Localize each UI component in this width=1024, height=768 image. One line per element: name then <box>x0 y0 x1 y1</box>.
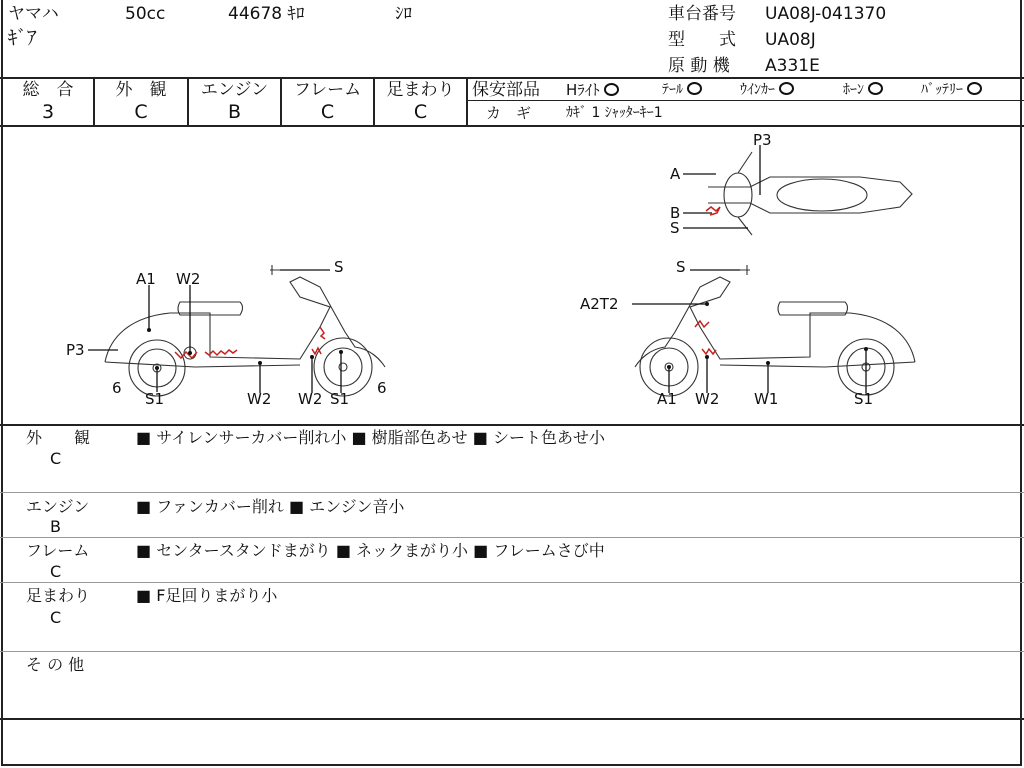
divider <box>0 492 1024 493</box>
ok-mark-icon <box>604 83 619 96</box>
diag-label: S1 <box>854 390 874 408</box>
ok-mark-icon <box>967 82 982 95</box>
divider <box>0 537 1024 538</box>
diag-label: W2 <box>298 390 323 408</box>
type-value: UA08J <box>765 30 816 50</box>
engine-section-grade: B <box>50 517 61 536</box>
displacement: 50cc <box>125 4 166 24</box>
exterior-label: 外 観 <box>115 80 167 100</box>
engine-grade: B <box>227 101 242 123</box>
scooter-left-view <box>66 258 387 408</box>
overall-grade: 3 <box>41 101 55 123</box>
color: ｼﾛ <box>395 4 412 24</box>
exterior-section-label: 外 観 <box>26 428 91 447</box>
maker: ヤマハ <box>8 4 59 24</box>
diag-label: S <box>670 219 680 237</box>
suspension-grade-label: 足まわり <box>386 80 455 100</box>
engine-label: 原 動 機 <box>668 56 730 76</box>
safety-item-tail: ﾃｰﾙ <box>662 80 702 100</box>
suspension-grade: C <box>413 101 428 123</box>
diag-label: S1 <box>330 390 350 408</box>
frame-comment: ■ センタースタンドまがり ■ ネックまがり小 ■ フレームさび中 <box>136 541 605 560</box>
divider <box>0 582 1024 583</box>
model-name: ｷﾞｱ <box>8 27 37 49</box>
frame-no: UA08J-041370 <box>765 4 887 24</box>
frame-no-label: 車台番号 <box>668 4 736 24</box>
diag-label: P3 <box>753 131 772 149</box>
scooter-top-view <box>670 131 912 237</box>
ok-mark-icon <box>868 82 883 95</box>
suspension-comment: ■ F足回りまがり小 <box>136 586 278 605</box>
diag-label: W2 <box>695 390 720 408</box>
safety-item-winker: ｳｲﾝｶｰ <box>740 80 794 100</box>
diag-label: 6 <box>377 379 387 397</box>
suspension-section-label: 足まわり <box>26 586 91 605</box>
diag-label: B <box>670 204 681 222</box>
divider <box>466 77 468 127</box>
engine-comment: ■ ファンカバー削れ ■ エンジン音小 <box>136 497 405 516</box>
engine-section-label: エンジン <box>26 497 90 516</box>
ok-mark-icon <box>687 82 702 95</box>
safety-item-battery: ﾊﾞｯﾃﾘｰ <box>921 80 982 100</box>
scooter-diagram <box>0 127 1024 425</box>
type-label: 型 式 <box>668 30 736 50</box>
key-label: カ ギ <box>486 104 532 122</box>
diag-label: P3 <box>66 341 85 359</box>
diag-label: S <box>334 258 344 276</box>
diag-label: S <box>676 258 686 276</box>
engine-value: A331E <box>765 56 820 76</box>
divider <box>0 718 1024 720</box>
frame-grade-label: フレーム <box>293 80 362 100</box>
diag-label: A1 <box>136 270 156 288</box>
engine-grade-label: エンジン <box>200 80 269 100</box>
safety-label: 保安部品 <box>472 80 540 100</box>
exterior-comment: ■ サイレンサーカバー削れ小 ■ 樹脂部色あせ ■ シート色あせ小 <box>136 428 605 447</box>
other-section-label: そ の 他 <box>26 655 85 674</box>
diag-label: S1 <box>145 390 165 408</box>
divider <box>466 100 1024 101</box>
diag-label: A2T2 <box>580 295 619 313</box>
divider <box>0 651 1024 652</box>
mileage: 44678 ｷﾛ <box>228 4 305 24</box>
diag-label: A <box>670 165 681 183</box>
safety-item-headlight: Hﾗｲﾄ <box>566 80 619 100</box>
diag-label: 6 <box>112 379 122 397</box>
exterior-section-grade: C <box>50 449 62 468</box>
key-value: ｶｷﾞ 1 ｼｬｯﾀｰｷｰ1 <box>566 105 663 121</box>
ok-mark-icon <box>779 82 794 95</box>
suspension-section-grade: C <box>50 608 62 627</box>
scooter-right-view <box>580 258 915 408</box>
frame-grade: C <box>320 101 335 123</box>
frame-section-grade: C <box>50 562 62 581</box>
overall-label: 総 合 <box>22 80 74 100</box>
diag-label: W1 <box>754 390 779 408</box>
divider <box>0 424 1024 426</box>
diag-label: W2 <box>176 270 201 288</box>
diag-label: W2 <box>247 390 272 408</box>
diag-label: A1 <box>657 390 677 408</box>
frame-section-label: フレーム <box>26 541 90 560</box>
safety-item-horn: ﾎｰﾝ <box>843 80 883 100</box>
exterior-grade: C <box>134 101 148 123</box>
